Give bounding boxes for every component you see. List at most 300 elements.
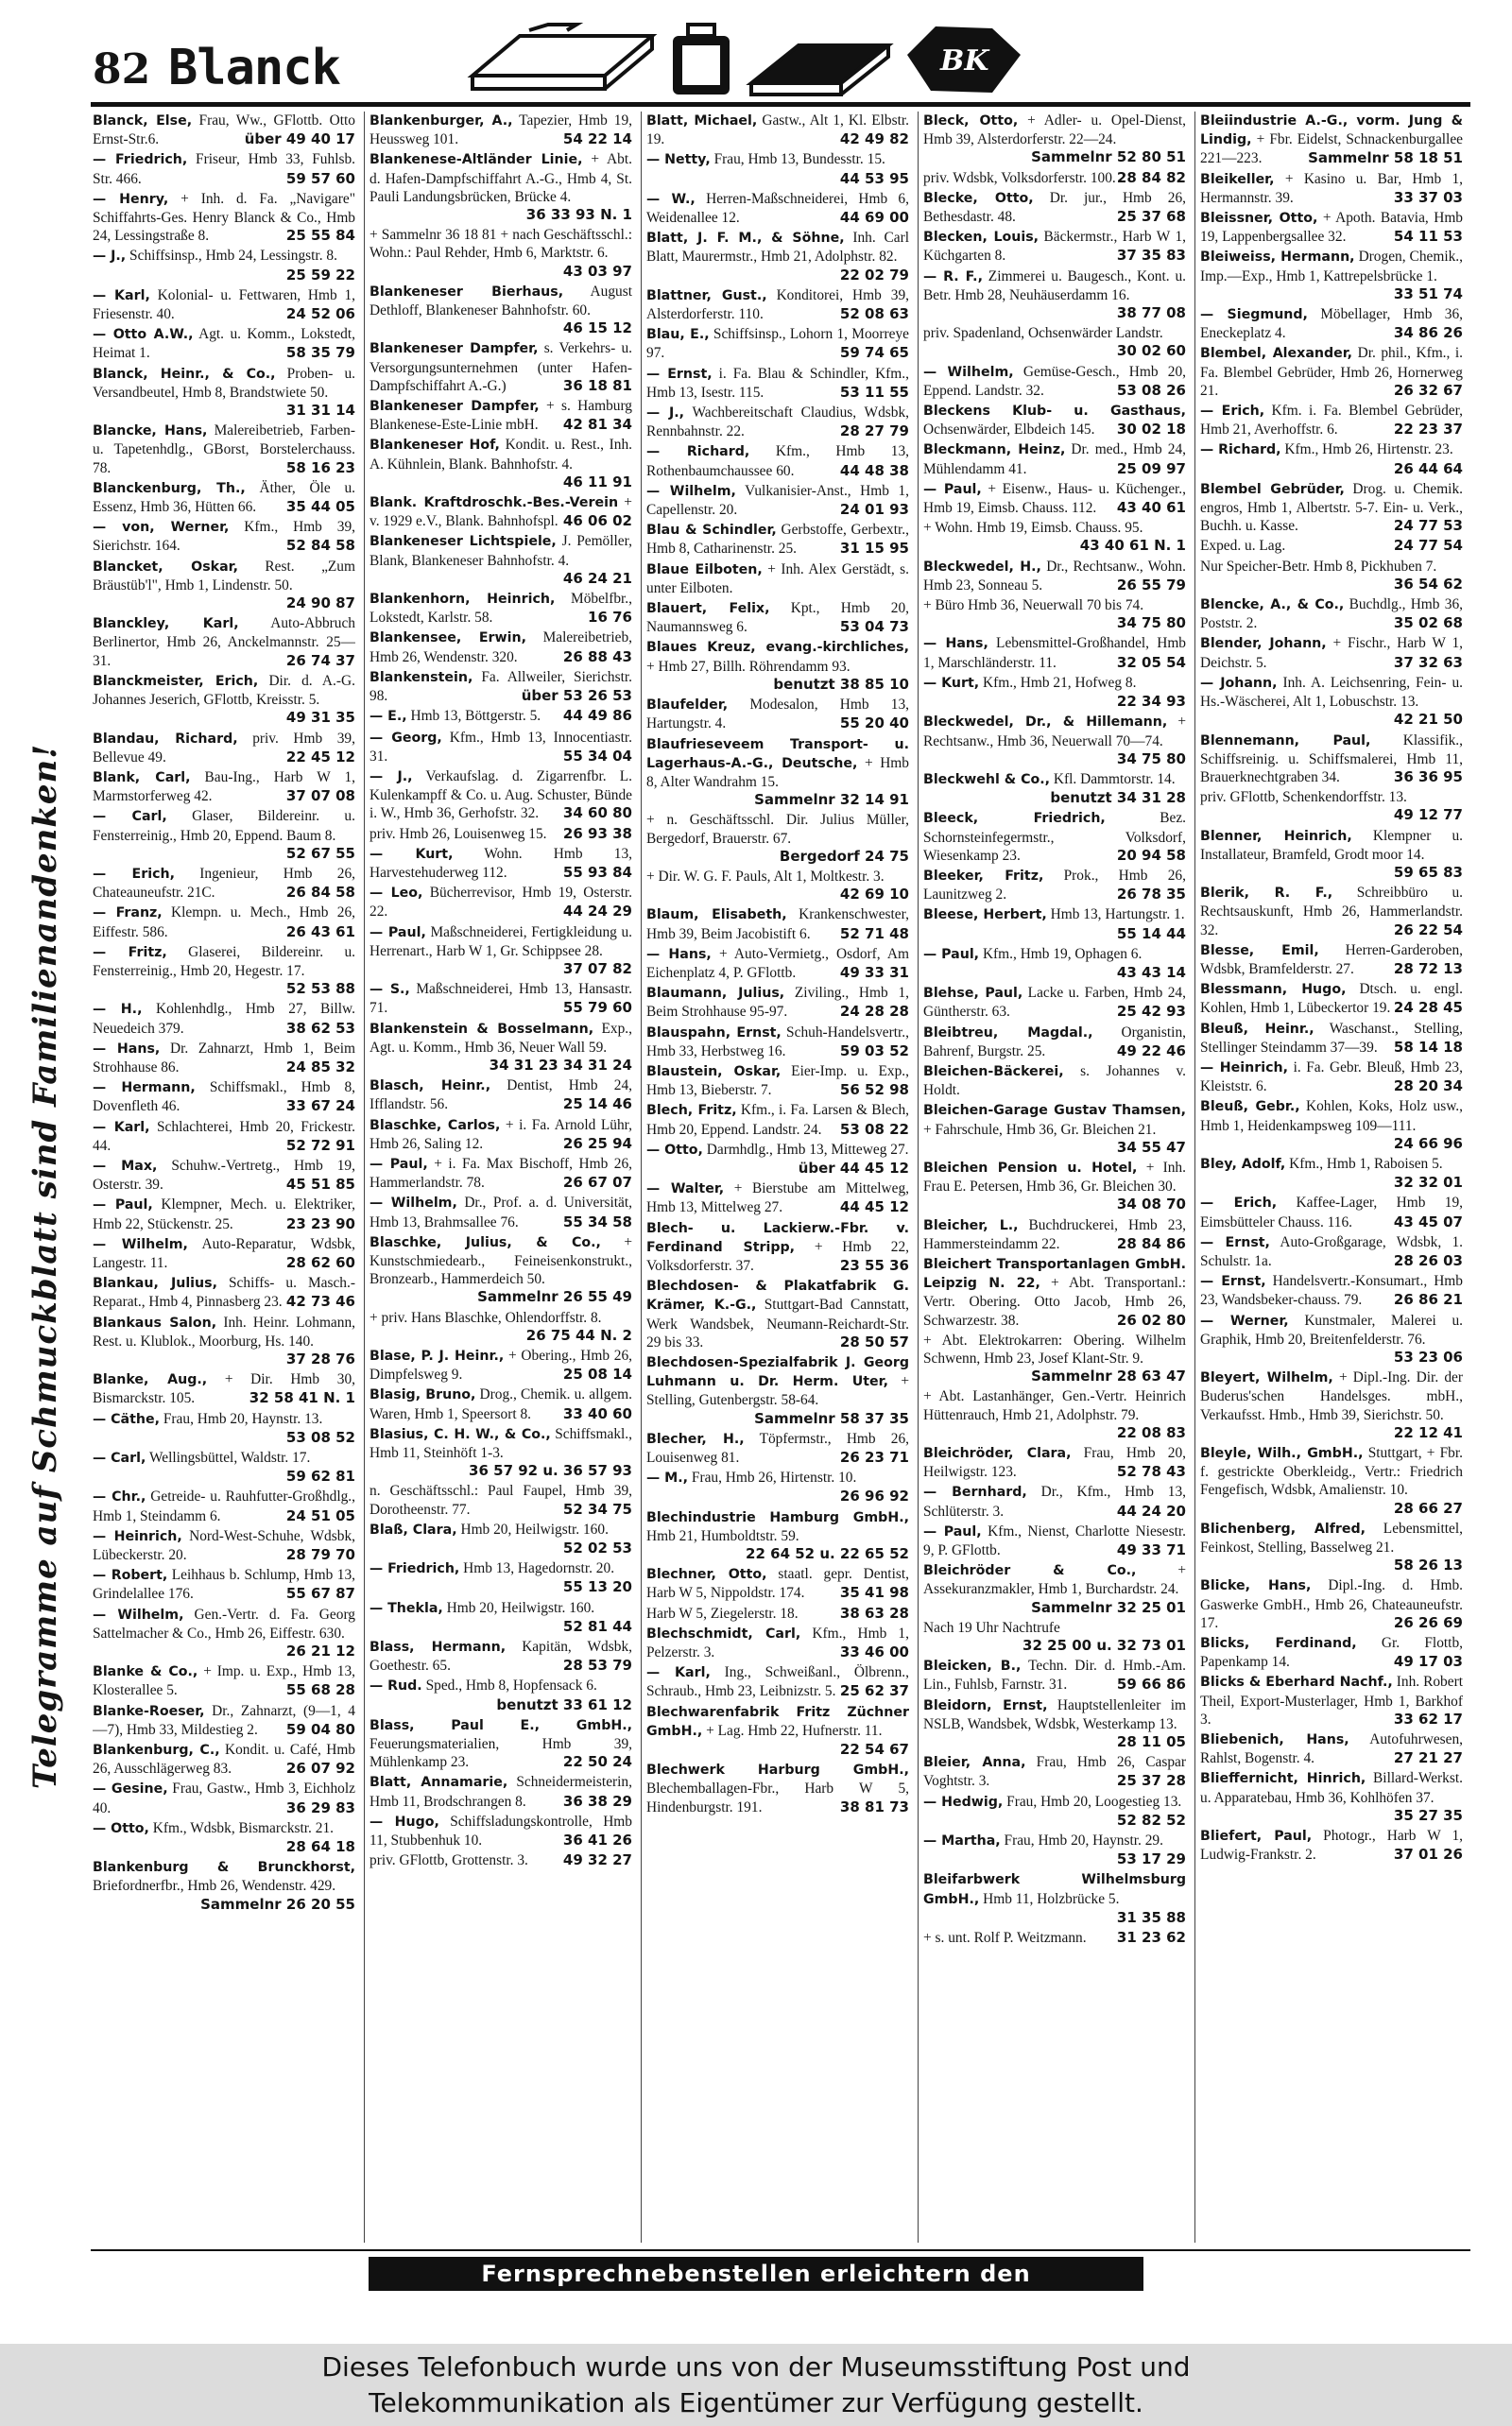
entry-details: Bez. Schornsteinfegermstr., Volksdorf, Wiesenkamp 23. [923,810,1186,864]
directory-entry [646,1761,909,1816]
entry-phone-number: 43 45 07 [1393,1213,1463,1230]
entry-name: Bleichen-Bäckerei, [923,1063,1064,1079]
entry-name: Bleyle, Wilh., GmbH., [1200,1446,1364,1462]
entry-details: + Fahrschule, Hmb 36, Gr. Bleichen 21. [923,1121,1157,1138]
entry-details: Leihhaus b. Schlump, Hmb 13, Grindelallee 176. [93,1567,355,1603]
entry-phone-number: 34 86 26 [1393,324,1463,342]
entry-name: — Fritz, [93,944,167,960]
directory-entry [923,1444,1186,1481]
directory-entry [93,1449,355,1486]
entry-details: Inh. A. Leichsenring, Fein- u. Hs.-Wäscherei, Alt 1, Lobuschstr. 13. [1200,674,1463,711]
directory-entry [646,229,909,284]
directory-entry [923,984,1186,1021]
entry-name: Blaschke, Julius, & Co., [369,1234,601,1250]
entry-details: + Auto-Vermietg., Osdorf, Am Eichenplatz 4, P. GFlottb. [646,945,909,981]
directory-entry [93,1488,355,1524]
directory-entry [369,980,632,1017]
entry-name: Blank, Carl, [93,769,191,785]
directory-entry [923,1255,1186,1330]
entry-name: — R. F., [923,268,983,284]
entry-phone-number: 32 25 00 u. 32 73 01 [1022,1637,1186,1655]
directory-entry [646,482,909,519]
entry-phone-number: 59 66 86 [1116,1676,1186,1694]
entry-details: Hauptstellenleiter im NSLB, Wandsbek, Wdsbk, Westerkamp 13. [923,1696,1186,1732]
entry-details: Gastw., Alt 1, Kl. Elbstr. 19. [646,112,909,148]
entry-name: Blankenese-Altländer Linie, [369,152,583,168]
entry-phone-number: 25 37 68 [1116,208,1186,226]
entry-details: priv. Hmb 26, Louisenweg 15. [369,825,547,842]
directory-entry [1200,1097,1463,1153]
entry-name: Blech, Fritz, [646,1103,737,1119]
entry-phone-number: 33 67 24 [285,1097,355,1115]
entry-phone-number: 49 12 77 [1393,806,1463,824]
entry-name: Bleichröder & Co., [923,1563,1137,1579]
entry-name: Blankenburg & Brunckhorst, [93,1860,355,1876]
entry-name: Bleiindustrie A.-G., vorm. Jung & Lindig, [1200,113,1463,148]
entry-name: Blembel, Alexander, [1200,346,1353,362]
directory-entry [369,1233,632,1307]
directory-entry [369,112,632,148]
entry-phone-number: 59 62 81 [285,1468,355,1486]
entry-name: Bliebenich, Hans, [1200,1732,1349,1748]
directory-entry [369,1716,632,1772]
entry-details: Kohlen, Koks, Holz usw., Hmb 1, Heidenkampsweg 109—111. [1200,1098,1463,1134]
entry-phone-number: 22 02 79 [839,266,909,284]
entry-name: Bleck, Otto, [923,113,1019,129]
entry-phone-number: 45 51 85 [285,1176,355,1194]
entry-phone-number: benutzt 38 85 10 [773,675,909,693]
entry-name: Blicke, Hans, [1200,1578,1312,1594]
entry-name: — Hermann, [93,1080,196,1096]
entry-phone-number: 26 78 35 [1116,886,1186,903]
entry-name: — Paul, [93,1197,153,1213]
entry-details: Auto-Abbruch Berlinertor, Hmb 26, Anckelmannstr. 25—31. [93,615,355,669]
entry-phone-number: 28 79 70 [285,1546,355,1564]
entry-name: — Ernst, [1200,1234,1270,1250]
directory-entry [646,112,909,148]
directory-entry [1200,1827,1463,1864]
directory-entry [369,493,632,530]
entry-details: + Bierstube am Mittelweg, Hmb 13, Mittelweg 27. [646,1180,909,1216]
directory-columns [93,112,1472,2247]
entry-name: — Kurt, [369,846,454,862]
entry-name: — Carl, [93,1451,146,1467]
entry-details: Dipl.-Ing. d. Hmb. Gaswerke GmbH., Hmb 26, Chateauneufstr. 17. [1200,1577,1463,1631]
entry-details: + Inh. Alex Gerstädt, s. unter Eilboten. [646,560,909,596]
entry-name: Blicks, Ferdinand, [1200,1636,1357,1652]
entry-name: — Karl, [93,287,150,303]
directory-entry [369,1638,632,1675]
entry-name: — Siegmund, [1200,307,1308,323]
entry-phone-number: 23 23 90 [285,1214,355,1232]
directory-entry [369,729,632,766]
entry-name: Bley, Adolf, [1200,1156,1286,1172]
page-number: 82 [93,45,151,94]
entry-name: — Erich, [1200,404,1265,420]
entry-phone-number: 49 33 71 [1116,1541,1186,1559]
entry-phone-number: 25 55 84 [285,227,355,245]
entry-phone-number: 52 34 75 [562,1500,632,1518]
entry-phone-number: 58 35 79 [285,344,355,362]
entry-details: Kfm. i. Fa. Blembel Gebrüder, Hmb 21, Averhoffstr. 6. [1200,403,1463,439]
entry-details: + Abt. Lastanhänger, Gen.-Vertr. Heinrich Hüttenrauch, Hmb 21, Adolphstr. 79. [923,1388,1186,1423]
entry-name: — Robert, [93,1568,168,1584]
entry-phone-number: 49 32 27 [562,1851,632,1869]
entry-name: Bleichröder, Clara, [923,1446,1072,1462]
directory-entry [1200,980,1463,1017]
entry-details: Kfm., Hmb 26, Hirtenstr. 23. [1284,441,1453,458]
directory-entry [923,558,1186,594]
entry-phone-number: 22 34 93 [1116,693,1186,711]
entry-name: — Carl, [93,809,167,825]
entry-details: Schiffsinsp., Lohorn 1, Moorreye 97. [646,326,909,362]
directory-entry [923,112,1186,167]
entry-phone-number: 52 81 44 [562,1617,632,1635]
directory-entry [1200,1634,1463,1671]
entry-phone-number: 31 15 95 [839,540,909,558]
entry-details: staatl. gepr. Dentist, Harb W 5, Nippoldstr. 174. [646,1566,909,1602]
entry-details: Inh. Carl Blatt, Maurermstr., Hmb 21, Adolphstr. 82. [646,230,909,266]
entry-details: + Rechtsanw., Hmb 36, Neuerwall 70—74. [923,714,1186,749]
entry-details: + s. unt. Rolf P. Weitzmann. [923,1930,1087,1947]
directory-entry [93,365,355,421]
entry-phone-number: 26 32 67 [1393,381,1463,399]
entry-phone-number: 26 43 61 [285,922,355,940]
entry-details: + Dipl.-Ing. Dir. der Buderus'schen Handelsges. mbH., Verkaufsst. Hmb., Hmb 39, Sierichstr. 50. [1200,1369,1463,1423]
entry-phone-number: 53 11 55 [839,383,909,401]
directory-entry [93,286,355,323]
entry-details: Kohlenhdlg., Hmb 27, Billw. Neuedeich 379. [93,1001,355,1037]
entry-phone-number: 22 50 24 [562,1753,632,1771]
entry-name: — von, Werner, [93,520,230,536]
entry-phone-number: 27 21 27 [1393,1749,1463,1767]
directory-entry [93,614,355,670]
directory-entry [923,1483,1186,1520]
entry-details: Blechemballagen-Fbr., Harb W 5, Hindenburgstr. 191. [646,1781,909,1815]
directory-entry [93,1078,355,1115]
entry-name: Blaufrieseveem Transport- u. Lagerhaus-A.-G., Deutsche, [646,736,909,771]
directory-entry [93,1000,355,1037]
entry-name: — M., [646,1471,689,1487]
entry-phone-number: 26 55 79 [1116,576,1186,594]
entry-details: Schiffs- u. Masch.-Reparat., Hmb 4, Pinnasberg 23. [93,1275,355,1311]
entry-phone-number: Sammelnr 26 55 49 [477,1288,632,1306]
entry-name: — Erich, [93,866,175,882]
entry-name: — Richard, [1200,442,1281,458]
entry-phone-number: 44 49 86 [562,707,632,725]
entry-name: Blechindustrie Hamburg GmbH., [646,1509,909,1525]
entry-details: Ziviling., Hmb 1, Beim Strohhause 95-97. [646,985,909,1021]
entry-details: Hmb 20, Heilwigstr. 160. [446,1599,595,1616]
entry-phone-number: 52 53 88 [285,980,355,998]
entry-phone-number: 43 40 61 N. 1 [1079,537,1186,555]
directory-entry [646,1024,909,1060]
entry-name: Blechwerk Harburg GmbH., [646,1763,909,1779]
entry-name: — Netty, [646,152,711,168]
entry-details: Kfm., Hmb 19, Ophagen 6. [982,945,1143,962]
entry-name: — Cäthe, [93,1411,161,1427]
directory-entry [923,519,1186,555]
entry-phone-number: 24 90 87 [285,594,355,612]
entry-details: Kfm., Hmb 1, Pelzerstr. 3. [646,1625,909,1661]
entry-details: Getreide- u. Rauhfutter-Großhdlg., Hmb 1, Steindamm 6. [93,1488,355,1524]
directory-entry [93,1314,355,1369]
entry-details: + Hmb 27, Billh. Röhrendamm 93. [646,658,850,675]
entry-details: Frau, Hmb 20, Haynstr. 13. [163,1410,323,1427]
entry-phone-number: 25 14 46 [562,1095,632,1113]
directory-entry [369,436,632,491]
entry-name: Blechwarenfabrik Fritz Züchner GmbH., [646,1704,909,1739]
entry-details: priv. Wdsbk, Volksdorferstr. 100. [923,169,1116,186]
entry-details: + priv. Hans Blaschke, Ohlendorffstr. 8. [369,1309,602,1326]
entry-name: Blaustein, Oskar, [646,1063,782,1079]
entry-phone-number: benutzt 34 31 28 [1050,789,1186,807]
directory-entry [646,1141,909,1178]
entry-name: Blauert, Felix, [646,601,770,617]
entry-name: — Paul, [369,1156,428,1172]
entry-name: Blech- u. Lackierw.-Fbr. v. Ferdinand Stripp, [646,1220,909,1255]
directory-entry [923,402,1186,439]
directory-entry [1200,1520,1463,1575]
directory-entry [923,713,1186,768]
entry-details: Kfm., Hmb 39, Sierichstr. 164. [93,519,355,555]
entry-name: Blanckenburg, Th., [93,480,246,496]
entry-details: Nach 19 Uhr Nachtrufe [923,1619,1060,1636]
directory-entry [1200,731,1463,787]
entry-details: Hmb 20, Heilwigstr. 160. [460,1521,609,1538]
entry-phone-number: 46 15 12 [562,319,632,337]
column-divider [918,112,919,2243]
entry-details: Frau, Hmb 26, Caspar Voghtstr. 3. [923,1754,1186,1790]
entry-name: Blanckley, Karl, [93,616,239,632]
entry-phone-number: 26 93 38 [562,824,632,842]
directory-entry [646,1353,909,1428]
directory-entry [93,730,355,766]
entry-name: — E., [369,709,407,725]
entry-name: Blau, E., [646,327,710,343]
directory-entry [646,286,909,323]
entry-name: — J., [646,405,685,422]
entry-name: — Max, [93,1158,158,1174]
entry-details: Tapezier, Hmb 19, Heussweg 101. [369,112,632,148]
directory-entry [923,189,1186,226]
entry-phone-number: 42 81 34 [562,416,632,434]
entry-phone-number: 35 41 98 [839,1584,909,1602]
directory-entry [1200,788,1463,824]
entry-name: — Friedrich, [369,1561,460,1577]
directory-column-3 [646,112,909,2243]
entry-phone-number: benutzt 33 61 12 [496,1695,632,1713]
directory-entry [93,1040,355,1076]
entry-phone-number: 58 26 13 [1393,1557,1463,1574]
directory-entry [93,1410,355,1447]
directory-entry [369,707,632,726]
directory-entry [646,150,909,187]
entry-details: Kfm., i. Fa. Larsen & Blech, Hmb 20, Eppend. Landstr. 24. [646,1102,909,1138]
entry-details: Dr., Rechtsanw., Wohn. Hmb 23, Sonneau 5. [923,558,1186,594]
entry-name: Bleichert Transportanlagen GmbH. Leipzig N. 22, [923,1256,1186,1292]
directory-entry [1200,595,1463,632]
entry-phone-number: 28 84 86 [1116,1234,1186,1252]
entry-phone-number: 26 75 44 N. 2 [525,1326,632,1344]
entry-details: Kfm., Hmb 21, Hofweg 8. [983,674,1137,691]
brand-logo-icon [907,26,1021,93]
entry-phone-number: 53 23 06 [1393,1349,1463,1366]
directory-entry [646,365,909,402]
entry-phone-number: 25 62 37 [839,1682,909,1700]
directory-entry [923,169,1186,187]
entry-details: Inh. Robert Theil, Export-Musterlager, Hmb 1, Barkhof 3. [1200,1674,1463,1728]
entry-details: Frau, Hmb 20, Loogestieg 13. [1006,1793,1182,1810]
entry-details: Schlachterei, Hmb 20, Frickestr. 44. [93,1118,355,1154]
entry-name: Bleier, Anna, [923,1755,1026,1771]
entry-phone-number: 46 24 21 [562,569,632,587]
entry-name: Blasig, Bruno, [369,1387,476,1403]
entry-phone-number: 37 35 83 [1116,247,1186,265]
directory-entry [646,599,909,636]
entry-phone-number: 33 62 17 [1393,1710,1463,1728]
entry-name: Blass, Paul E., GmbH., [369,1717,632,1733]
ownership-notice-line-1: Dieses Telefonbuch wurde uns von der Museumsstiftung Post und [321,2351,1191,2383]
directory-entry [646,735,909,810]
entry-phone-number: 36 36 95 [1393,767,1463,785]
entry-phone-number: 35 44 05 [285,498,355,516]
entry-phone-number: 31 31 14 [285,402,355,420]
entry-name: Bleichen Pension u. Hotel, [923,1160,1138,1176]
entry-details: Glaserei, Bildereinr. u. Fensterreinig., Hmb 20, Hegestr. 17. [93,943,355,979]
entry-name: Blatt, Michael, [646,113,758,129]
entry-details: Lebensmittel, Feinkost, Stelling, Basselweg 21. [1200,1520,1463,1557]
entry-details: + Inh. d. Fa. „Navigare" Schiffahrts-Ges. Henry Blanck & Co., Hmb 24, Lessingstraße 8. [93,190,355,245]
entry-phone-number: 26 44 64 [1393,459,1463,477]
entry-phone-number: 36 33 93 N. 1 [525,206,632,224]
entry-name: Blankeneser Bierhaus, [369,284,564,300]
entry-phone-number: 59 04 80 [285,1720,355,1738]
entry-details: Wellingsbüttel, Waldstr. 17. [148,1450,311,1467]
entry-phone-number: 16 76 [588,609,632,627]
entry-details: + Inh. Frau E. Petersen, Hmb 36, Gr. Bleichen 30. [923,1159,1186,1196]
entry-phone-number: 34 08 70 [1116,1196,1186,1213]
entry-name: — Hedwig, [923,1794,1004,1810]
entry-details: Photogr., Harb W 1, Ludwig-Frankstr. 2. [1200,1828,1463,1864]
entry-phone-number: 26 84 58 [285,884,355,902]
entry-phone-number: 52 02 53 [562,1540,632,1557]
entry-details: Agt. u. Komm., Lokstedt, Heimat 1. [93,326,355,362]
entry-name: Bleiweiss, Hermann, [1200,249,1355,266]
entry-details: Klempner u. Installateur, Bramfeld, Grodt moor 14. [1200,827,1463,863]
entry-name: Bleyert, Wilhelm, [1200,1370,1333,1386]
entry-name: Blender, Johann, [1200,636,1327,652]
entry-phone-number: 54 22 14 [562,130,632,148]
entry-name: Blankeneser Lichtspiele, [369,534,557,550]
entry-details: i. Fa. Gebr. Bleuß, Hmb 23, Kleiststr. 6. [1200,1058,1463,1095]
entry-details: Gr. Flottb, Papenkamp 14. [1200,1635,1463,1671]
directory-entry [923,228,1186,265]
directory-entry [1200,1673,1463,1729]
directory-entry [1200,170,1463,207]
entry-phone-number: 55 68 28 [285,1681,355,1699]
entry-details: + Kasino u. Bar, Hmb 1, Hermannstr. 39. [1200,170,1463,206]
directory-column-5 [1200,112,1463,2243]
entry-details: + Stelling, Gutenbergstr. 58-64. [646,1373,909,1409]
entry-details: + Dir. Hmb 30, Bismarckstr. 105. [93,1371,355,1407]
directory-entry [923,1024,1186,1060]
entry-phone-number: 26 67 07 [562,1174,632,1192]
directory-entry [646,1663,909,1700]
entry-name: Blancket, Oskar, [93,559,238,575]
entry-details: Verkaufslag. d. Zigarrenfbr. L. Kulenkampff & Co. u. Aug. Schuster, Bünde i. W., Hmb 36, Gerhofstr. 32. [369,767,632,822]
directory-entry [923,1523,1186,1559]
entry-name: — Erich, [1200,1196,1278,1212]
entry-details: Krankenschwester, Hmb 39, Beim Jacobistift 6. [646,906,909,942]
directory-entry [646,190,909,227]
entry-details: + Büro Hmb 36, Neuerwall 70 bis 74. [923,597,1144,614]
entry-phone-number: 52 84 58 [285,537,355,555]
entry-name: Blicks & Eberhard Nachf., [1200,1675,1393,1691]
entry-phone-number: 59 57 60 [285,169,355,187]
directory-entry [1200,1272,1463,1309]
directory-entry [369,590,632,627]
entry-phone-number: 46 06 02 [562,512,632,530]
entry-name: Blankenstein, [369,669,473,685]
entry-phone-number: 35 27 35 [1393,1806,1463,1824]
entry-name: — Karl, [646,1665,711,1681]
entry-details: + Abt. d. Hafen-Dampfschiffahrt A.-G., Hmb 4, St. Pauli Landungsbrücken, Brücke 4. [369,151,632,205]
entry-details: + s. Hamburg Blankenese-Este-Linie mbH. [369,398,632,434]
entry-name: — W., [646,191,696,207]
directory-entry [369,1559,632,1596]
entry-phone-number: 46 11 91 [562,473,632,490]
entry-details: Dr., Zahnarzt, (9—1, 4—7), Hmb 33, Mildestieg 2. [93,1702,355,1738]
directory-entry [369,1116,632,1153]
directory-entry [93,1235,355,1272]
directory-entry [1200,1312,1463,1368]
entry-phone-number: 34 55 47 [1116,1138,1186,1156]
entry-details: Frau, Hmb 26, Hirtenstr. 10. [691,1470,857,1487]
entry-details: Maßschneiderei, Hmb 13, Hansastr. 71. [369,981,632,1017]
entry-name: Blankeneser Hof, [369,438,500,454]
entry-phone-number: 28 27 79 [839,422,909,440]
entry-name: Bleckwedel, H., [923,559,1041,575]
directory-entry [646,1703,909,1760]
entry-phone-number: Sammelnr 26 20 55 [200,1895,355,1913]
entry-name: Blandau, Richard, [93,731,238,747]
entry-name: Blanck, Heinr., & Co., [93,366,276,382]
entry-details: Klempner, Mech. u. Elektriker, Hmb 22, Stückenstr. 25. [93,1196,355,1232]
entry-details: Handelsvertr.-Konsumart., Hmb 23, Wandsbeker-chauss. 79. [1200,1273,1463,1309]
directory-entry [923,1696,1186,1752]
entry-name: Blankeneser Dampfer, [369,399,540,415]
directory-entry [923,634,1186,671]
entry-phone-number: 28 72 13 [1393,959,1463,977]
entry-phone-number: 28 66 27 [1393,1499,1463,1517]
entry-phone-number: 22 12 41 [1393,1423,1463,1441]
entry-details: Dr. jur., Hmb 26, Bethesdastr. 48. [923,189,1186,226]
entry-details: + Fischr., Harb W 1, Deichstr. 5. [1200,635,1463,671]
entry-phone-number: 22 45 12 [285,748,355,766]
entry-name: Blattner, Gust., [646,287,767,303]
directory-entry [1200,674,1463,730]
directory-entry [369,767,632,823]
entry-details: Rest. „Zum Bräustüb'l", Hmb 1, Lindenstr. 50. [93,558,355,594]
entry-details: Klassifik., Schiffsreinig. u. Schiffsmalerei, Hmb 11, Brauerknechtgraben 34. [1200,731,1463,785]
entry-phone-number: 42 73 46 [285,1293,355,1311]
entry-name: — Paul, [923,1523,982,1540]
directory-entry [93,1858,355,1914]
entry-name: Blesse, Emil, [1200,942,1319,958]
directory-entry [369,1813,632,1850]
entry-phone-number: 37 32 63 [1393,653,1463,671]
